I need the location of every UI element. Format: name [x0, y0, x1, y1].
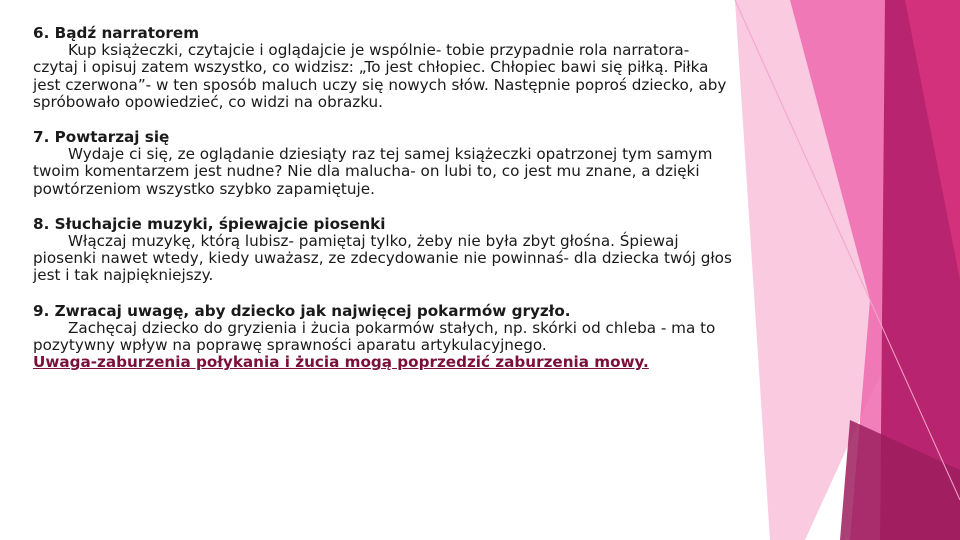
warning-link[interactable]: Uwaga-zaburzenia połykania i żucia mogą poprzedzić zaburzenia mowy.: [33, 353, 649, 372]
section-heading: 8. Słuchajcie muzyki, śpiewajcie piosenki: [33, 214, 386, 233]
section-body: Włączaj muzykę, którą lubisz- pamiętaj tylko, żeby nie była zbyt głośna. Śpiewaj piosenki nawet wtedy, kiedy uważasz, ze zdecydowanie nie powinnaś- dla dziecka twój głos jest i tak najpiękniejszy.: [33, 232, 732, 285]
section-body: Wydaje ci się, ze oglądanie dziesiąty raz tej samej książeczki opatrzonej tym samym twoim komentarzem jest nudne? Nie dla malucha- on lubi to, co jest mu znane, a dzięki powtórzeniom wszystko szybko zapamiętuje.: [33, 145, 713, 198]
section-heading: 6. Bądź narratorem: [33, 24, 200, 42]
section-6: [33, 25, 733, 111]
section-heading: 7. Powtarzaj się: [33, 128, 170, 147]
section-7: [33, 129, 733, 198]
slide-content: [33, 25, 733, 389]
section-body: Zachęcaj dziecko do gryzienia i żucia pokarmów stałych, np. skórki od chleba - ma to pozytywny wpływ na poprawę sprawności aparatu artykulacyjnego.: [33, 318, 716, 355]
section-body: Kup książeczki, czytajcie i oglądajcie je wspólnie- tobie przypadnie rola narratora- czytaj i opisuj zatem wszystko, co widzisz: „To jest chłopiec. Chłopiec bawi się piłką. Piłka jest czerwona”- w ten sposób maluch uczy się nowych słów. Następnie poproś dziecko, aby spróbowało opowiedzieć, co widzi na obrazku.: [33, 41, 727, 111]
section-9: [33, 303, 733, 372]
section-8: [33, 216, 733, 285]
section-heading: 9. Zwracaj uwagę, aby dziecko jak najwięcej pokarmów gryzło.: [33, 301, 571, 320]
